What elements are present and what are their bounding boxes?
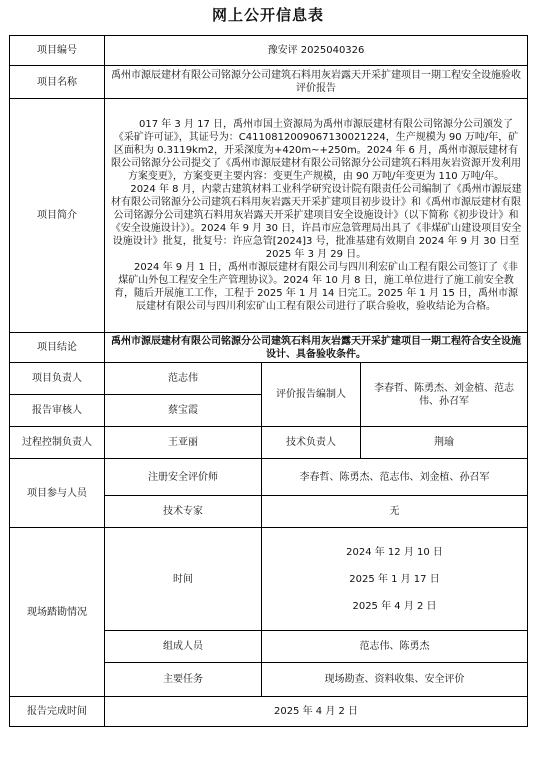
label-report-reviewer: 报告审核人 bbox=[10, 395, 105, 427]
value-project-intro bbox=[105, 99, 528, 333]
row-conclusion bbox=[10, 333, 528, 363]
label-registered-assessors: 注册安全评价师 bbox=[105, 459, 262, 496]
row-project-name bbox=[10, 66, 528, 99]
value-team: 范志伟、陈勇杰 bbox=[262, 631, 528, 663]
label-participants: 项目参与人员 bbox=[10, 459, 105, 528]
row-project-no bbox=[10, 36, 528, 66]
value-report-author: 李春哲、陈勇杰、刘金植、范志伟、孙召军 bbox=[361, 363, 528, 427]
label-tech-lead: 技术负责人 bbox=[262, 427, 361, 459]
value-report-reviewer: 蔡宝霞 bbox=[105, 395, 262, 427]
row-project-lead bbox=[10, 363, 528, 395]
label-team: 组成人员 bbox=[105, 631, 262, 663]
value-main-task: 现场勘查、资料收集、安全评价 bbox=[262, 663, 528, 697]
intro-paragraph-2: 2024 年 8 月，内蒙古建筑材料工业科学研究设计院有限责任公司编制了《禹州市源辰建材有限公司铭源分公司建筑石料用灰岩露天开采扩建项目初步设计》和《禹州市源辰建材有限公司铭源分公司建筑石料用灰岩露天开采扩建项目安全设施设计》（以下简称《初步设计》和《安全设施设计》）。2024 年 9 月 30 日，许昌市应急管理局出具了《非煤矿山建设项目安全设施设计》批复，批复号：许应急管[2024]3 号，批准基建有效期自 2024 年 9 月 30 日至 2025 年 3 月 29 日。 bbox=[110, 184, 522, 260]
label-project-lead: 项目负责人 bbox=[10, 363, 105, 395]
label-project-name: 项目名称 bbox=[10, 66, 105, 99]
row-project-intro bbox=[10, 99, 528, 333]
value-project-no: 豫安评 2025040326 bbox=[105, 36, 528, 66]
label-report-done: 报告完成时间 bbox=[10, 697, 105, 727]
value-project-lead: 范志伟 bbox=[105, 363, 262, 395]
label-project-no: 项目编号 bbox=[10, 36, 105, 66]
site-time-3: 2025 年 4 月 2 日 bbox=[352, 600, 437, 612]
value-process-lead: 王亚丽 bbox=[105, 427, 262, 459]
label-main-task: 主要任务 bbox=[105, 663, 262, 697]
row-process-lead bbox=[10, 427, 528, 459]
label-site-visit: 现场踏勘情况 bbox=[10, 528, 105, 697]
row-report-done bbox=[10, 697, 528, 727]
intro-paragraph-3: 2024 年 9 月 1 日，禹州市源辰建材有限公司与四川利宏矿山工程有限公司签订了《非煤矿山外包工程安全生产管理协议》。2024 年 10 月 8 日，施工单位进行了施工前安全教育，随后开展施工工作，工程于 2025 年 1 月 14 日完工。2025 年 1 月 15 日，禹州市源辰建材有限公司与四川利宏矿山工程有限公司进行了联合验收，验收结论为合格。 bbox=[113, 262, 519, 312]
value-project-name: 禹州市源辰建材有限公司铭源分公司建筑石料用灰岩露天开采扩建项目一期工程安全设施验收评价报告 bbox=[105, 66, 528, 99]
row-registered-assessors bbox=[10, 459, 528, 496]
value-tech-expert: 无 bbox=[262, 496, 528, 528]
row-site-time bbox=[10, 528, 528, 631]
site-time-1: 2024 年 12 月 10 日 bbox=[346, 546, 443, 558]
intro-paragraph-1: 017 年 3 月 17 日，禹州市国土资源局为禹州市源辰建材有限公司铭源分公司颁发了《采矿许可证》，其证号为：C4110812009067130021224，生产规模为 90 万吨/年，矿区面积为 0.3119km2，开采深度为+420m~+250m。2024 年 6 月，禹州市源辰建材有限公司铭源分公司提交了《禹州市源辰建材有限公司铭源分公司建筑石料用灰岩资源开发利用方案变更》，方案变更主要内容：变更生产规模，由 90 万吨/年变更为 110 万吨/年。 bbox=[111, 119, 521, 182]
value-registered-assessors: 李春哲、陈勇杰、范志伟、刘金植、孙召军 bbox=[262, 459, 528, 496]
label-conclusion: 项目结论 bbox=[10, 333, 105, 363]
value-report-done: 2025 年 4 月 2 日 bbox=[105, 697, 528, 727]
label-tech-expert: 技术专家 bbox=[105, 496, 262, 528]
value-tech-lead: 荆瑜 bbox=[361, 427, 528, 459]
label-time: 时间 bbox=[105, 528, 262, 631]
value-conclusion: 禹州市源辰建材有限公司铭源分公司建筑石料用灰岩露天开采扩建项目一期工程符合安全设施设计、具备验收条件。 bbox=[105, 333, 528, 363]
label-process-lead: 过程控制负责人 bbox=[10, 427, 105, 459]
label-report-author: 评价报告编制人 bbox=[262, 363, 361, 427]
document-title: 网上公开信息表 bbox=[211, 6, 324, 24]
info-table bbox=[9, 35, 528, 727]
value-site-times bbox=[262, 528, 528, 631]
site-time-2: 2025 年 1 月 17 日 bbox=[349, 573, 440, 585]
label-project-intro: 项目简介 bbox=[10, 99, 105, 333]
